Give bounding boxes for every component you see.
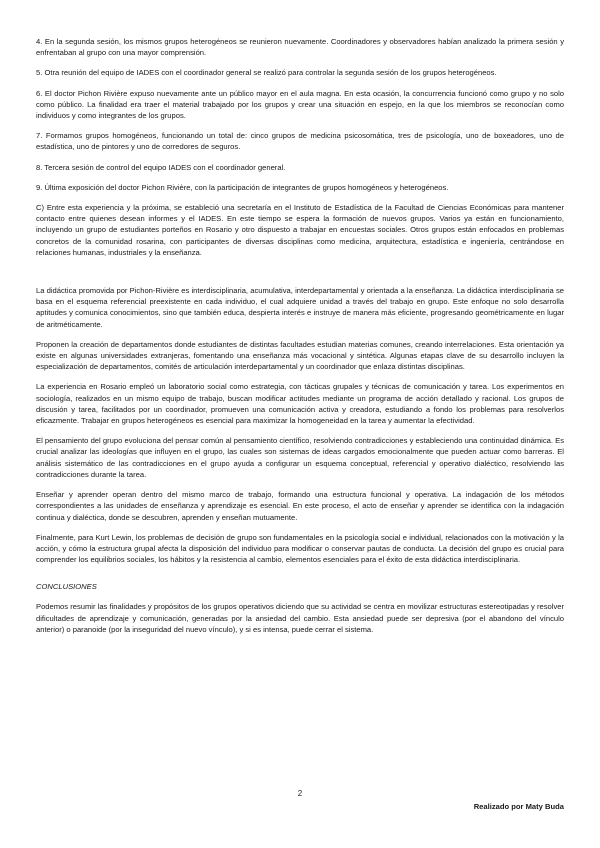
spacer	[36, 267, 564, 285]
list-paragraph-9: 9. Última exposición del doctor Pichon Rivière, con la participación de integrantes de grupos homogéneos y heterogéneos.	[36, 182, 449, 192]
list-paragraph-7: 7. Formamos grupos homogéneos, funcionando un total de: cinco grupos de medicina psicosomática, tres de psicología, uno de boxeadores, uno de estadística, uno de pintores y uno de corredores de seguros.	[36, 131, 564, 152]
conclusions-heading: CONCLUSIONES	[36, 582, 97, 592]
body-paragraph-didactica: La didáctica promovida por Pichon-Rivière es interdisciplinaria, acumulativa, interdepartamental y orientada a la enseñanza. La didáctica interdisciplinaria se basa en el esquema referencial preexistente en cada individuo, el cual adquiere unidad a través del trabajo en grupo. Este enfoque no solo desarrolla aptitudes y comunica conocimientos, sino que también educa, despierta interés e instruye de manera más eficiente, progresando geométricamente en lugar de aritméticamente.	[36, 286, 564, 329]
list-paragraph-5: 5. Otra reunión del equipo de IADES con el coordinador general se realizó para controlar la segunda sesión de los grupos heterogéneos.	[36, 68, 497, 78]
list-paragraph-8: 8. Tercera sesión de control del equipo IADES con el coordinador general.	[36, 162, 286, 172]
body-paragraph-ensenar: Enseñar y aprender operan dentro del mismo marco de trabajo, formando una estructura funcional y operativa. La indagación de los métodos correspondientes a las unidades de enseñanza y aprendizaje es esencial. En este proceso, el acto de enseñar y aprender se identifica con la indagación continua y dialéctica, donde se descubren, aprenden y enseñan mutuamente.	[36, 490, 564, 522]
conclusions-paragraph: Podemos resumir las finalidades y propósitos de los grupos operativos diciendo que su actividad se centra en movilizar estructuras estereotipadas y resolver dificultades de aprendizaje y comunicación, generadas por la ansiedad del cambio. Esta ansiedad puede ser depresiva (por el abandono del vínculo anterior) o paranoide (por la inseguridad del nuevo vínculo), y si es intensa, puede cerrar el sistema.	[36, 602, 564, 634]
section-c-paragraph: C) Entre esta experiencia y la próxima, se estableció una secretaría en el Instituto de Estadística de la Facultad de Ciencias Económicas para mantener contacto entre quienes desean informes y el IADES. En este tiempo se espera la formación de nuevos grupos. Varios ya están en funcionamiento, incluyendo un grupo de estudiantes porteños en Rosario y otro dispuesto a trabajar en encuestas sociales. Otros grupos están enfocados en problemas concretos de la comunidad rosarina, con participantes de diversas disciplinas como medicina, arquitectura, estadística e ingeniería, centrándose en relaciones humanas, industriales y la enseñanza.	[36, 203, 564, 257]
body-paragraph-departamentos: Proponen la creación de departamentos donde estudiantes de distintas facultades estudian materias comunes, creando interrelaciones. Esta orientación ya existe en algunas universidades extranjeras, fomentando una enseñanza más vocacional y sintética. Algunas etapas clave de su desarrollo incluyen la especialización de departamentos, comités de articulación interdepartamental y un coordinador que enlaza distintas disciplinas.	[36, 339, 564, 372]
author-credit: Realizado por Maty Buda	[473, 802, 564, 811]
body-paragraph-rosario: La experiencia en Rosario empleó un laboratorio social como estrategia, con tácticas grupales y técnicas de comunicación y tarea. Los experimentos en sociología, realizados en un mismo equipo de trabajo, buscan modificar actitudes mediante un programa de acción detallado y racional. Los grupos de discusión y tarea, facilitados por un coordinador, promueven una comunicación activa y creadora, estudiando a fondo los problemas para resolverlos eficazmente. Trabajar en grupos heterogéneos es esencial para maximizar la homogeneidad en la tarea y aumentar la efectividad.	[36, 382, 564, 426]
body-paragraph-lewin: Finalmente, para Kurt Lewin, los problemas de decisión de grupo son fundamentales en la psicología social e individual, relacionados con la motivación y la acción, y cómo la estructura grupal afecta la disposición del individuo para modificar o conservar pautas de conducta. La decisión del grupo es crucial para comprender los equilibrios sociales, los hábitos y la resistencia al cambio, elementos esenciales para el éxito de esta didáctica interdisciplinaria.	[36, 532, 564, 565]
list-paragraph-4: 4. En la segunda sesión, los mismos grupos heterogéneos se reunieron nuevamente. Coordinadores y observadores habían analizado la primera sesión y enfrentaban al grupo con una mayor comprensión.	[36, 37, 564, 58]
body-paragraph-pensamiento: El pensamiento del grupo evoluciona del pensar común al pensamiento científico, resolviendo contradicciones y estableciendo una continuidad dinámica. Es crucial analizar las ideologías que influyen en el grupo, las cuales son sistemas de ideas cargados emocionalmente que pueden actuar como barreras. El análisis sistemático de las contradicciones en el grupo ayuda a configurar un esquema conceptual, referencial y operativo dialéctico, resolviendo las contradicciones durante la tarea.	[36, 436, 564, 479]
page-number: 2	[297, 789, 303, 798]
list-paragraph-6: 6. El doctor Pichon Rivière expuso nuevamente ante un público mayor en el aula magna. En esta ocasión, la concurrencia funcionó como grupo y no solo como público. La finalidad era traer el material trabajado por los grupos y crear una situación en espejo, en la que los miembros se reconocían como individuos y como integrantes de los grupos.	[36, 88, 564, 121]
spacer	[36, 574, 564, 582]
document-page	[36, 36, 564, 644]
